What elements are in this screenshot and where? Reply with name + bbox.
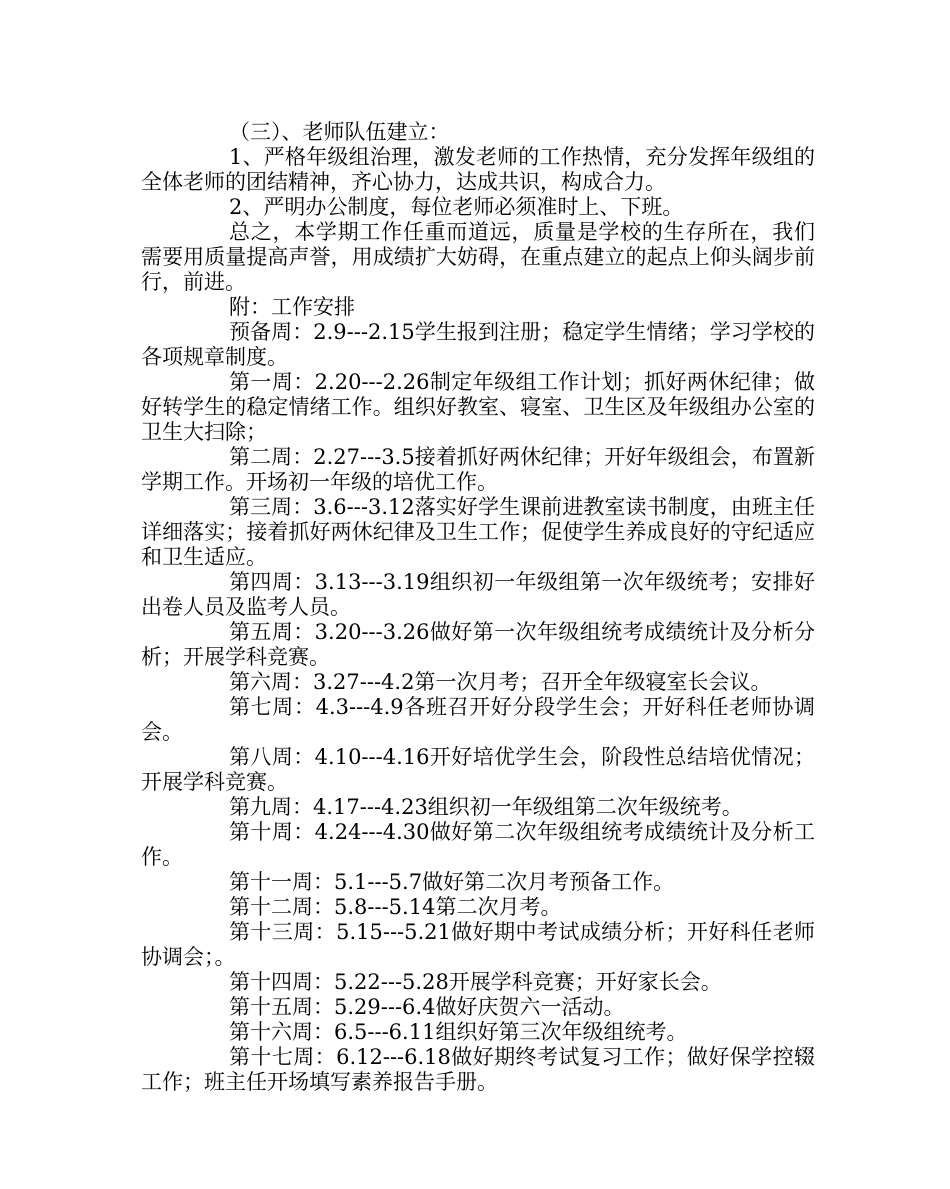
- schedule-item-week-14: 第十四周：5.22---5.28开展学科竞赛；开好家长会。: [229, 970, 722, 994]
- paragraph-team-management: 1、严格年级组治理，激发老师的工作热情，充分发挥年级组的全体老师的团结精神，齐心协力，达成共识，构成合力。: [141, 145, 815, 194]
- schedule-heading: 附：工作安排: [229, 295, 355, 319]
- schedule-item-prep-week: 预备周：2.9---2.15学生报到注册；稳定学生情绪；学习学校的各项规章制度。: [141, 320, 815, 369]
- schedule-item-week-17: 第十七周：6.12---6.18做好期终考试复习工作；做好保学控辍工作；班主任开场填写素养报告手册。: [141, 1045, 815, 1094]
- schedule-item-week-15: 第十五周：5.29---6.4做好庆贺六一活动。: [229, 995, 625, 1019]
- schedule-item-week-12: 第十二周：5.8---5.14第二次月考。: [229, 895, 562, 919]
- section-heading: （三）、老师队伍建立：: [229, 120, 450, 144]
- schedule-item-week-13: 第十三周：5.15---5.21做好期中考试成绩分析；开好科任老师协调会；。: [141, 920, 815, 969]
- paragraph-office-rules: 2、严明办公制度，每位老师必须准时上、下班。: [229, 195, 684, 219]
- schedule-item-week-9: 第九周：4.17---4.23组织初一年级组第二次年级统考。: [229, 795, 743, 819]
- schedule-item-week-4: 第四周：3.13---3.19组织初一年级组第一次年级统考；安排好出卷人员及监考人员。: [141, 570, 815, 619]
- document-body: [141, 120, 815, 1095]
- schedule-item-week-8: 第八周：4.10---4.16开好培优学生会，阶段性总结培优情况；开展学科竞赛。: [141, 745, 815, 794]
- schedule-item-week-10: 第十周：4.24---4.30做好第二次年级组统考成绩统计及分析工作。: [141, 820, 815, 869]
- schedule-item-week-6: 第六周：3.27---4.2第一次月考；召开全年级寝室长会议。: [229, 670, 772, 694]
- schedule-item-week-7: 第七周：4.3---4.9各班召开好分段学生会；开好科任老师协调会。: [141, 695, 815, 744]
- schedule-item-week-3: 第三周：3.6---3.12落实好学生课前进教室读书制度，由班主任详细落实；接着抓好两休纪律及卫生工作；促使学生养成良好的守纪适应和卫生适应。: [141, 495, 815, 569]
- schedule-item-week-1: 第一周：2.20---2.26制定年级组工作计划；抓好两休纪律；做好转学生的稳定情绪工作。组织好教室、寝室、卫生区及年级组办公室的卫生大扫除；: [141, 370, 815, 444]
- schedule-item-week-16: 第十六周：6.5---6.11组织好第三次年级组统考。: [229, 1020, 688, 1044]
- paragraph-summary: 总之，本学期工作任重而道远，质量是学校的生存所在，我们需要用质量提高声誉，用成绩扩大妨碍，在重点建立的起点上仰头阔步前行，前进。: [141, 220, 815, 294]
- schedule-item-week-11: 第十一周：5.1---5.7做好第二次月考预备工作。: [229, 870, 675, 894]
- schedule-item-week-5: 第五周：3.20---3.26做好第一次年级组统考成绩统计及分析分析；开展学科竞赛。: [141, 620, 815, 669]
- schedule-item-week-2: 第二周：2.27---3.5接着抓好两休纪律；开好年级组会，布置新学期工作。开场初一年级的培优工作。: [141, 445, 815, 494]
